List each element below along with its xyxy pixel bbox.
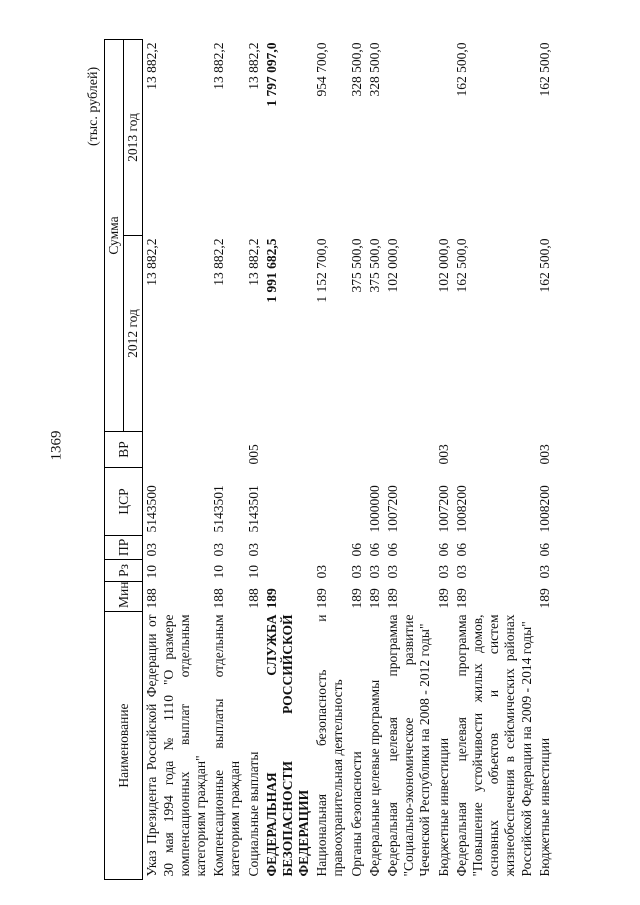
table-row xyxy=(536,39,554,879)
row-rz: 10 xyxy=(144,565,160,579)
row-vr: 003 xyxy=(435,444,451,465)
row-vr xyxy=(348,432,366,468)
row-csr xyxy=(348,468,366,536)
table-header xyxy=(105,39,143,879)
row-pr: 06 xyxy=(435,543,451,557)
row-sum-2012: 102 000,0 xyxy=(435,238,451,293)
row-name: Социальные выплаты xyxy=(245,751,261,877)
header-name: Наименование xyxy=(105,612,143,880)
row-name: Бюджетные инвестиции xyxy=(536,737,552,877)
row-pr: 03 xyxy=(144,543,160,557)
budget-table xyxy=(104,39,554,880)
row-sum-2012: 375 500,0 xyxy=(348,238,364,293)
row-rz: 03 xyxy=(435,565,451,579)
row-sum-2013 xyxy=(384,39,435,235)
row-name: Органы безопасности xyxy=(348,751,364,877)
table-row xyxy=(366,39,384,879)
row-rz: 03 xyxy=(453,565,469,579)
budget-sheet xyxy=(86,40,586,880)
row-pr: 03 xyxy=(211,543,227,557)
row-sum-2012: 13 882,2 xyxy=(144,238,160,286)
header-sum: Сумма xyxy=(105,39,124,431)
row-pr: 03 xyxy=(245,543,261,557)
row-sum-2012: 13 882,2 xyxy=(245,238,261,286)
row-name: Федеральная целевая программа "Социально-экономическое развитие Чеченской Республики на 2008 - 2012 годы" xyxy=(385,614,433,877)
row-csr: 1008200 xyxy=(536,485,552,533)
row-csr xyxy=(263,468,314,536)
row-vr xyxy=(453,432,536,468)
row-name: Федеральная целевая программа "Повышение устойчивости жилых домов, основных объектов и систем жизнеобеспечения в сейсмических районах Российской Федерации на 2009 - 2014 годы" xyxy=(453,614,534,877)
row-rz: 03 xyxy=(366,565,382,579)
row-min: 189 xyxy=(263,588,279,609)
row-sum-2013: 328 500,0 xyxy=(348,42,364,97)
row-min: 189 xyxy=(435,588,451,609)
row-sum-2013 xyxy=(435,39,453,235)
row-min: 189 xyxy=(314,588,330,609)
row-pr: 06 xyxy=(453,543,469,557)
row-rz: 03 xyxy=(385,565,400,579)
table-row xyxy=(453,39,536,879)
table-row xyxy=(348,39,366,879)
row-csr: 5143501 xyxy=(211,485,227,533)
header-rz: Рз xyxy=(105,560,143,582)
table-row xyxy=(143,39,210,879)
row-min: 188 xyxy=(211,588,227,609)
header-vr: ВР xyxy=(105,432,143,468)
row-csr: 1000000 xyxy=(366,485,382,533)
row-sum-2013: 13 882,2 xyxy=(211,42,227,90)
row-name: Указ Президента Российской Федерации от 30 мая 1994 года № 1110 "О размере компенсационных выплат отдельным категориям граждан" xyxy=(144,614,208,877)
row-name: Национальная безопасность и правоохранительная деятельность xyxy=(314,614,346,877)
row-rz: 03 xyxy=(314,565,330,579)
row-rz: 03 xyxy=(536,565,552,579)
row-vr xyxy=(210,432,244,468)
unit-note: (тыс. рублей) xyxy=(86,66,101,146)
row-name: Бюджетные инвестиции xyxy=(435,737,451,877)
row-csr xyxy=(313,468,347,536)
row-vr xyxy=(143,432,210,468)
row-vr xyxy=(263,432,314,468)
row-name: ФЕДЕРАЛЬНАЯ СЛУЖБА БЕЗОПАСНОСТИ РОССИЙСКОЙ ФЕДЕРАЦИИ xyxy=(263,614,312,877)
table-row xyxy=(245,39,263,879)
header-2012: 2012 год xyxy=(124,236,143,432)
row-vr: 003 xyxy=(536,444,552,465)
table-row xyxy=(435,39,453,879)
row-rz xyxy=(263,560,314,582)
row-pr xyxy=(313,536,347,560)
table-row xyxy=(210,39,244,879)
row-vr xyxy=(384,432,435,468)
row-min: 189 xyxy=(536,588,552,609)
row-sum-2013: 13 882,2 xyxy=(245,42,261,90)
table-body xyxy=(143,39,554,879)
row-vr xyxy=(313,432,347,468)
table-row xyxy=(263,39,314,879)
row-sum-2013: 162 500,0 xyxy=(453,42,469,97)
row-sum-2013: 328 500,0 xyxy=(366,42,382,97)
row-sum-2012: 1 152 700,0 xyxy=(314,238,330,303)
header-min: Мин xyxy=(105,582,143,612)
row-sum-2012: 375 500,0 xyxy=(366,238,382,293)
header-2013: 2013 год xyxy=(124,39,143,235)
row-min: 189 xyxy=(385,588,400,609)
row-min: 188 xyxy=(144,588,160,609)
table-row xyxy=(313,39,347,879)
row-sum-2012: 1 991 682,5 xyxy=(263,238,279,303)
row-vr: 005 xyxy=(245,444,261,465)
header-csr: ЦСР xyxy=(105,468,143,536)
row-pr xyxy=(263,536,314,560)
row-pr: 06 xyxy=(348,543,364,557)
row-vr xyxy=(366,432,384,468)
header-pr: ПР xyxy=(105,536,143,560)
page-number: 1369 xyxy=(48,430,65,461)
row-csr: 1007200 xyxy=(385,485,400,533)
row-pr: 06 xyxy=(366,543,382,557)
row-csr: 5143501 xyxy=(245,485,261,533)
row-sum-2013: 1 797 097,0 xyxy=(263,42,279,107)
row-sum-2013: 13 882,2 xyxy=(144,42,160,90)
row-rz: 10 xyxy=(245,565,261,579)
row-csr: 5143500 xyxy=(144,485,160,533)
table-row xyxy=(384,39,435,879)
row-rz: 10 xyxy=(211,565,227,579)
row-min: 188 xyxy=(245,588,261,609)
row-min: 189 xyxy=(453,588,469,609)
row-sum-2012: 102 000,0 xyxy=(385,238,400,293)
row-rz: 03 xyxy=(348,565,364,579)
row-pr: 06 xyxy=(536,543,552,557)
row-sum-2012: 162 500,0 xyxy=(453,238,469,293)
row-csr: 1007200 xyxy=(435,485,451,533)
row-sum-2012: 13 882,2 xyxy=(211,238,227,286)
row-name: Федеральные целевые программы xyxy=(366,679,382,877)
row-sum-2012: 162 500,0 xyxy=(536,238,552,293)
row-pr: 06 xyxy=(385,543,400,557)
row-min: 189 xyxy=(366,588,382,609)
row-sum-2013: 954 700,0 xyxy=(314,42,330,97)
row-name: Компенсационные выплаты отдельным категориям граждан xyxy=(211,614,243,877)
row-sum-2013: 162 500,0 xyxy=(536,42,552,97)
row-min: 189 xyxy=(348,588,364,609)
row-csr: 1008200 xyxy=(453,485,469,533)
